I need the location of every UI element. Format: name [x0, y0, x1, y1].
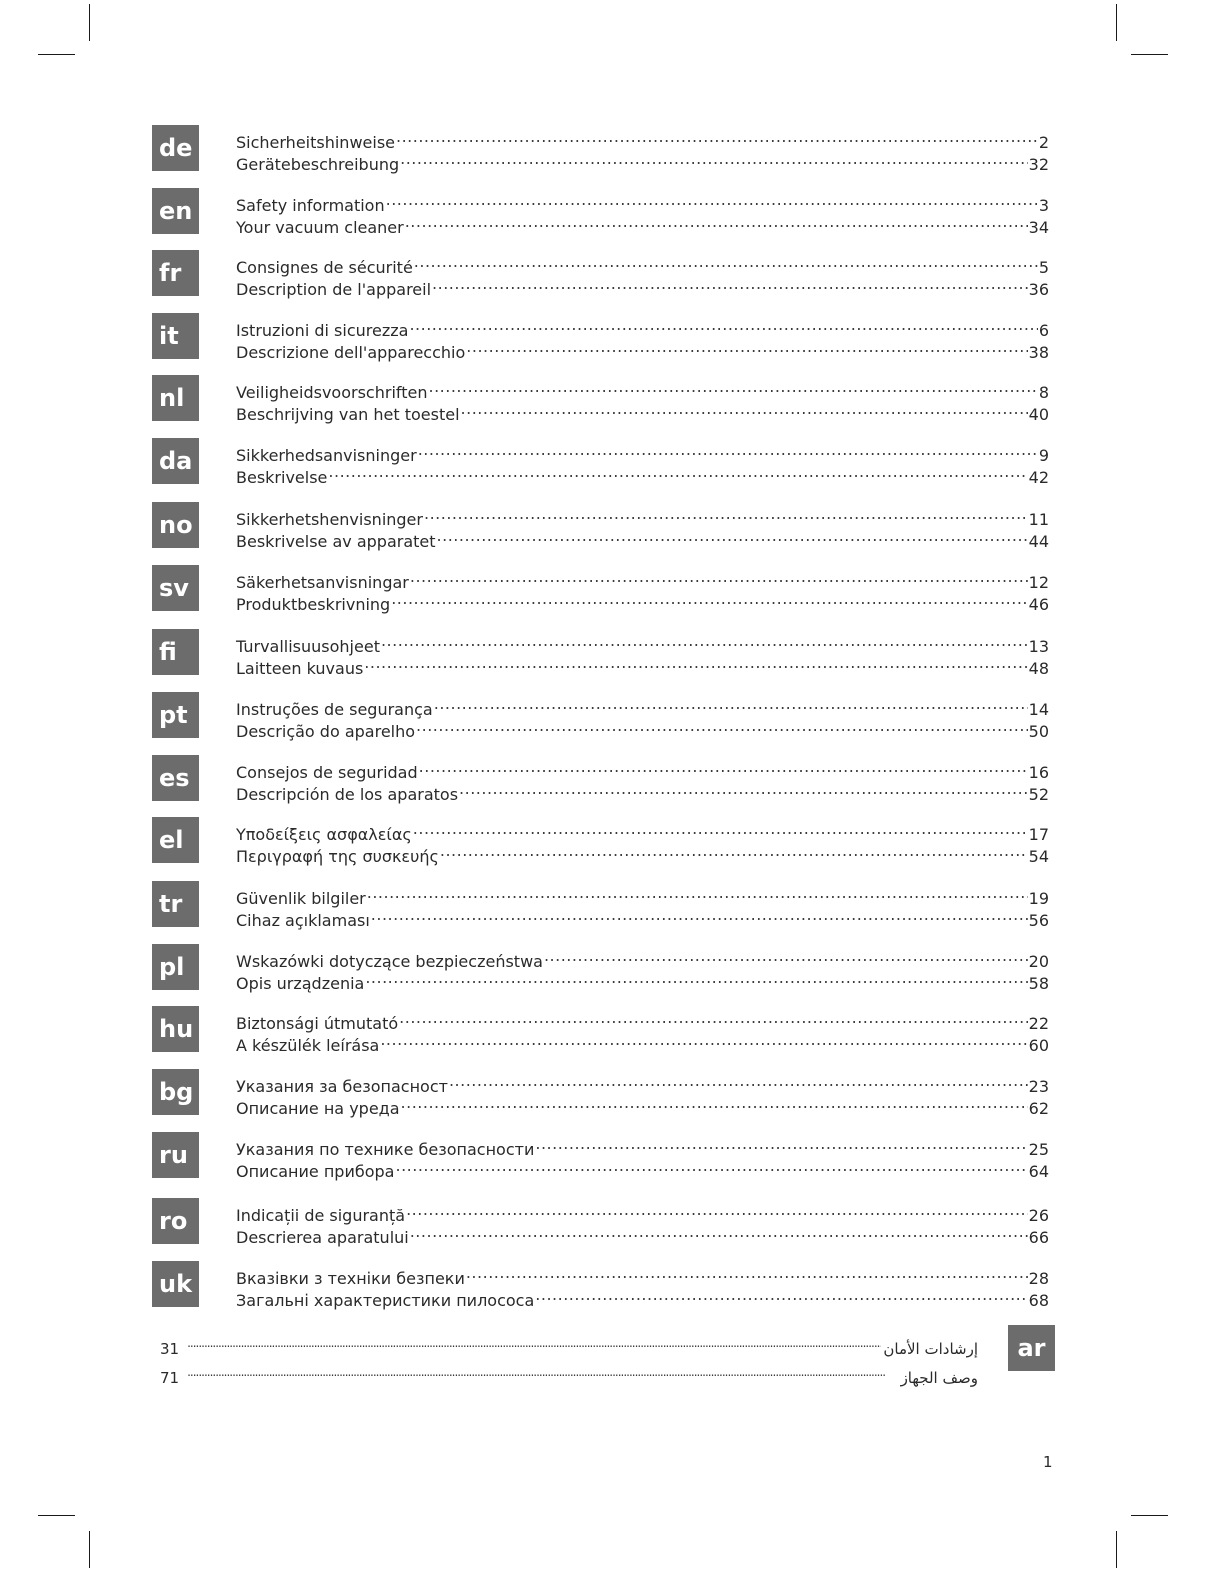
section-title: Descripción de los aparatos	[236, 785, 459, 804]
page-ref: 20	[1028, 952, 1049, 971]
page-ref: 32	[1028, 155, 1049, 174]
toc-line[interactable]	[236, 1070, 1049, 1096]
language-badge-uk: uk	[152, 1261, 199, 1307]
toc-line[interactable]	[160, 1332, 978, 1358]
leader-dots	[419, 756, 1028, 778]
toc-entry-el	[152, 817, 1049, 866]
crop-mark	[38, 1515, 75, 1516]
page-ref: 9	[1038, 446, 1049, 465]
toc-entry-ar	[152, 1325, 1055, 1387]
language-badge-ro: ro	[152, 1198, 199, 1244]
section-title: Sikkerhedsanvisninger	[236, 446, 417, 465]
page-ref: 68	[1028, 1291, 1049, 1310]
page-ref: 6	[1038, 321, 1049, 340]
toc-entry-no	[152, 502, 1049, 551]
leader-dots	[466, 336, 1027, 358]
leader-dots	[416, 715, 1028, 737]
toc-entry-de	[152, 125, 1049, 174]
leader-dots	[413, 818, 1028, 840]
toc-line[interactable]	[236, 503, 1049, 529]
leader-dots	[434, 693, 1028, 715]
page-ref: 50	[1028, 722, 1049, 741]
toc-entry-uk	[152, 1261, 1049, 1310]
toc-entry-da	[152, 438, 1049, 487]
leader-dots	[410, 566, 1028, 588]
crop-mark	[1131, 54, 1168, 55]
toc-entry-pl	[152, 944, 1049, 993]
toc-line[interactable]	[236, 126, 1049, 152]
section-title: Biztonsági útmutató	[236, 1014, 399, 1033]
page-ref: 48	[1028, 659, 1049, 678]
section-title: Descrizione dell'apparecchio	[236, 343, 466, 362]
page-ref: 19	[1028, 889, 1049, 908]
language-badge-no: no	[152, 502, 199, 548]
section-title: Sicherheitshinweise	[236, 133, 395, 152]
page-ref: 14	[1028, 700, 1049, 719]
section-title: Вказівки з техніки безпеки	[236, 1269, 465, 1288]
leader-dots	[328, 461, 1027, 483]
leader-dots	[364, 652, 1027, 674]
page-ref: 44	[1028, 532, 1049, 551]
section-title: A készülék leírása	[236, 1036, 380, 1055]
page-ref: 66	[1028, 1228, 1049, 1247]
language-badge-hu: hu	[152, 1006, 199, 1052]
toc-line[interactable]	[236, 148, 1049, 174]
toc-line[interactable]	[236, 1029, 1049, 1055]
page-ref: 3	[1038, 196, 1049, 215]
toc-line[interactable]	[236, 778, 1049, 804]
language-badge-pl: pl	[152, 944, 199, 990]
section-title: Загальні характеристики пилососа	[236, 1291, 535, 1310]
toc-line[interactable]	[236, 693, 1049, 719]
page-ref: 25	[1028, 1140, 1049, 1159]
toc-entry-pt	[152, 692, 1049, 741]
toc-line[interactable]	[236, 1284, 1049, 1310]
leader-dots	[365, 967, 1027, 989]
toc-entry-ro	[152, 1198, 1049, 1247]
language-badge-nl: nl	[152, 375, 199, 421]
section-title: وصف الجهاز	[900, 1369, 978, 1387]
section-title: Laitteen kuvaus	[236, 659, 364, 678]
toc-entry-bg	[152, 1069, 1049, 1118]
leader-dots	[405, 211, 1028, 233]
toc-line[interactable]	[236, 904, 1049, 930]
language-badge-de: de	[152, 125, 199, 171]
section-title: Cihaz açıklaması	[236, 911, 370, 930]
toc-line[interactable]	[236, 336, 1049, 362]
leader-dots	[409, 314, 1037, 336]
section-title: Указания за безопасност	[236, 1077, 448, 1096]
toc-entry-hu	[152, 1006, 1049, 1055]
section-title: Opis urządzenia	[236, 974, 365, 993]
page-ref: 22	[1028, 1014, 1049, 1033]
language-badge-en: en	[152, 188, 199, 234]
language-badge-it: it	[152, 313, 199, 359]
toc-entry-tr	[152, 881, 1049, 930]
page-ref: 64	[1028, 1162, 1049, 1181]
leader-dots	[399, 1007, 1028, 1029]
leader-dots	[410, 1221, 1028, 1243]
leader-dots	[466, 1262, 1028, 1284]
toc-line[interactable]	[236, 439, 1049, 465]
toc-line[interactable]	[236, 840, 1049, 866]
page-ref: 2	[1038, 133, 1049, 152]
page-ref: 58	[1028, 974, 1049, 993]
toc-line[interactable]	[236, 588, 1049, 614]
leader-dots	[400, 148, 1028, 170]
section-title: Safety information	[236, 196, 385, 215]
section-title: Υποδείξεις ασφαλείας	[236, 825, 412, 844]
toc-line[interactable]	[236, 967, 1049, 993]
language-badge-ar: ar	[1008, 1325, 1055, 1371]
toc-line[interactable]	[236, 273, 1049, 299]
leader-dots	[381, 630, 1028, 652]
toc-line[interactable]	[236, 189, 1049, 215]
toc-entry-fr	[152, 250, 1049, 299]
leader-dots	[406, 1199, 1028, 1221]
section-title: Beskrivelse	[236, 468, 328, 487]
toc-entry-nl	[152, 375, 1049, 424]
page-ref: 17	[1028, 825, 1049, 844]
page-ref: 62	[1028, 1099, 1049, 1118]
section-title: Veiligheidsvoorschriften	[236, 383, 428, 402]
toc-line[interactable]	[236, 882, 1049, 908]
crop-mark	[89, 1531, 90, 1568]
page-ref: 46	[1028, 595, 1049, 614]
page-number: 1	[1043, 1453, 1053, 1471]
leader-dots	[395, 1155, 1027, 1177]
language-badge-tr: tr	[152, 881, 199, 927]
section-title: Gerätebeschreibung	[236, 155, 400, 174]
section-title: Produktbeskrivning	[236, 595, 391, 614]
toc-line[interactable]	[236, 1133, 1049, 1159]
leader-dots	[396, 126, 1038, 148]
toc-line[interactable]	[160, 1361, 978, 1387]
page-ref: 38	[1028, 343, 1049, 362]
toc-entry-es	[152, 755, 1049, 804]
page-ref: 23	[1028, 1077, 1049, 1096]
section-title: Istruzioni di sicurezza	[236, 321, 409, 340]
toc-line[interactable]	[236, 630, 1049, 656]
toc-line[interactable]	[236, 398, 1049, 424]
toc-line[interactable]	[236, 461, 1049, 487]
toc-line[interactable]	[236, 376, 1049, 402]
leader-dots	[414, 251, 1038, 273]
language-badge-el: el	[152, 817, 199, 863]
page-ref: 11	[1028, 510, 1049, 529]
language-badge-es: es	[152, 755, 199, 801]
section-title: Wskazówki dotyczące bezpieczeństwa	[236, 952, 543, 971]
page-ref: 16	[1028, 763, 1049, 782]
toc-line[interactable]	[236, 525, 1049, 551]
language-badge-pt: pt	[152, 692, 199, 738]
toc-line[interactable]	[236, 251, 1049, 277]
toc-line[interactable]	[236, 1155, 1049, 1181]
page-ref: 8	[1038, 383, 1049, 402]
leader-dots	[535, 1133, 1027, 1155]
toc-line[interactable]	[236, 566, 1049, 592]
leader-dots	[380, 1029, 1027, 1051]
leader-dots	[429, 376, 1038, 398]
language-badge-fr: fr	[152, 250, 199, 296]
section-title: Beskrivelse av apparatet	[236, 532, 436, 551]
toc-entry-it	[152, 313, 1049, 362]
page-ref: 54	[1028, 847, 1049, 866]
page-ref: 31	[160, 1340, 180, 1358]
toc-line[interactable]	[236, 211, 1049, 237]
section-title: Güvenlik bilgiler	[236, 889, 366, 908]
page-ref: 28	[1028, 1269, 1049, 1288]
page-ref: 40	[1028, 405, 1049, 424]
section-title: Beschrijving van het toestel	[236, 405, 460, 424]
leader-dots	[432, 273, 1028, 295]
toc-line[interactable]	[236, 818, 1049, 844]
section-title: Instruções de segurança	[236, 700, 433, 719]
page-ref: 36	[1028, 280, 1049, 299]
leader-dots	[386, 189, 1038, 211]
leader-dots	[461, 398, 1028, 420]
section-title: إرشادات الأمان	[883, 1340, 978, 1358]
toc-entry-ru	[152, 1132, 1049, 1181]
section-title: Описание прибора	[236, 1162, 395, 1181]
leader-dots	[187, 1361, 898, 1383]
page-ref: 42	[1028, 468, 1049, 487]
crop-mark	[89, 4, 90, 41]
leader-dots	[367, 882, 1028, 904]
page-ref: 71	[160, 1369, 180, 1387]
section-title: Consignes de sécurité	[236, 258, 413, 277]
section-title: Descrierea aparatului	[236, 1228, 409, 1247]
section-title: Описание на уреда	[236, 1099, 400, 1118]
section-title: Sikkerhetshenvisninger	[236, 510, 423, 529]
page-ref: 5	[1038, 258, 1049, 277]
section-title: Περιγραφή της συσκευής	[236, 847, 439, 866]
toc-entry-fi	[152, 629, 1049, 678]
section-title: Descrição do aparelho	[236, 722, 416, 741]
leader-dots	[391, 588, 1027, 610]
leader-dots	[187, 1332, 881, 1354]
toc-entry-en	[152, 188, 1049, 237]
toc-line[interactable]	[236, 756, 1049, 782]
section-title: Consejos de seguridad	[236, 763, 418, 782]
section-title: Description de l'appareil	[236, 280, 432, 299]
page-ref: 56	[1028, 911, 1049, 930]
page-ref: 60	[1028, 1036, 1049, 1055]
page-ref: 13	[1028, 637, 1049, 656]
leader-dots	[535, 1284, 1027, 1306]
crop-mark	[38, 54, 75, 55]
language-badge-ru: ru	[152, 1132, 199, 1178]
leader-dots	[440, 840, 1028, 862]
toc-line[interactable]	[236, 1007, 1049, 1033]
toc-line[interactable]	[236, 945, 1049, 971]
leader-dots	[437, 525, 1028, 547]
crop-mark	[1116, 4, 1117, 41]
toc-line[interactable]	[236, 715, 1049, 741]
section-title: Указания по технике безопасности	[236, 1140, 535, 1159]
toc-line[interactable]	[236, 1092, 1049, 1118]
leader-dots	[371, 904, 1028, 926]
section-title: Indicații de siguranță	[236, 1206, 406, 1225]
language-badge-sv: sv	[152, 565, 199, 611]
page-ref: 52	[1028, 785, 1049, 804]
page-ref: 12	[1028, 573, 1049, 592]
leader-dots	[544, 945, 1028, 967]
toc-line[interactable]	[236, 652, 1049, 678]
toc-line[interactable]	[236, 1221, 1049, 1247]
leader-dots	[418, 439, 1038, 461]
crop-mark	[1131, 1515, 1168, 1516]
leader-dots	[449, 1070, 1028, 1092]
leader-dots	[401, 1092, 1028, 1114]
toc-line[interactable]	[236, 1262, 1049, 1288]
toc-entry-sv	[152, 565, 1049, 614]
page-ref: 34	[1028, 218, 1049, 237]
language-badge-fi: fi	[152, 629, 199, 675]
language-badge-da: da	[152, 438, 199, 484]
toc-line[interactable]	[236, 314, 1049, 340]
language-badge-bg: bg	[152, 1069, 199, 1115]
section-title: Turvallisuusohjeet	[236, 637, 380, 656]
leader-dots	[459, 778, 1028, 800]
leader-dots	[424, 503, 1028, 525]
section-title: Säkerhetsanvisningar	[236, 573, 409, 592]
toc-line[interactable]	[236, 1199, 1049, 1225]
section-title: Your vacuum cleaner	[236, 218, 404, 237]
crop-mark	[1116, 1531, 1117, 1568]
page-ref: 26	[1028, 1206, 1049, 1225]
